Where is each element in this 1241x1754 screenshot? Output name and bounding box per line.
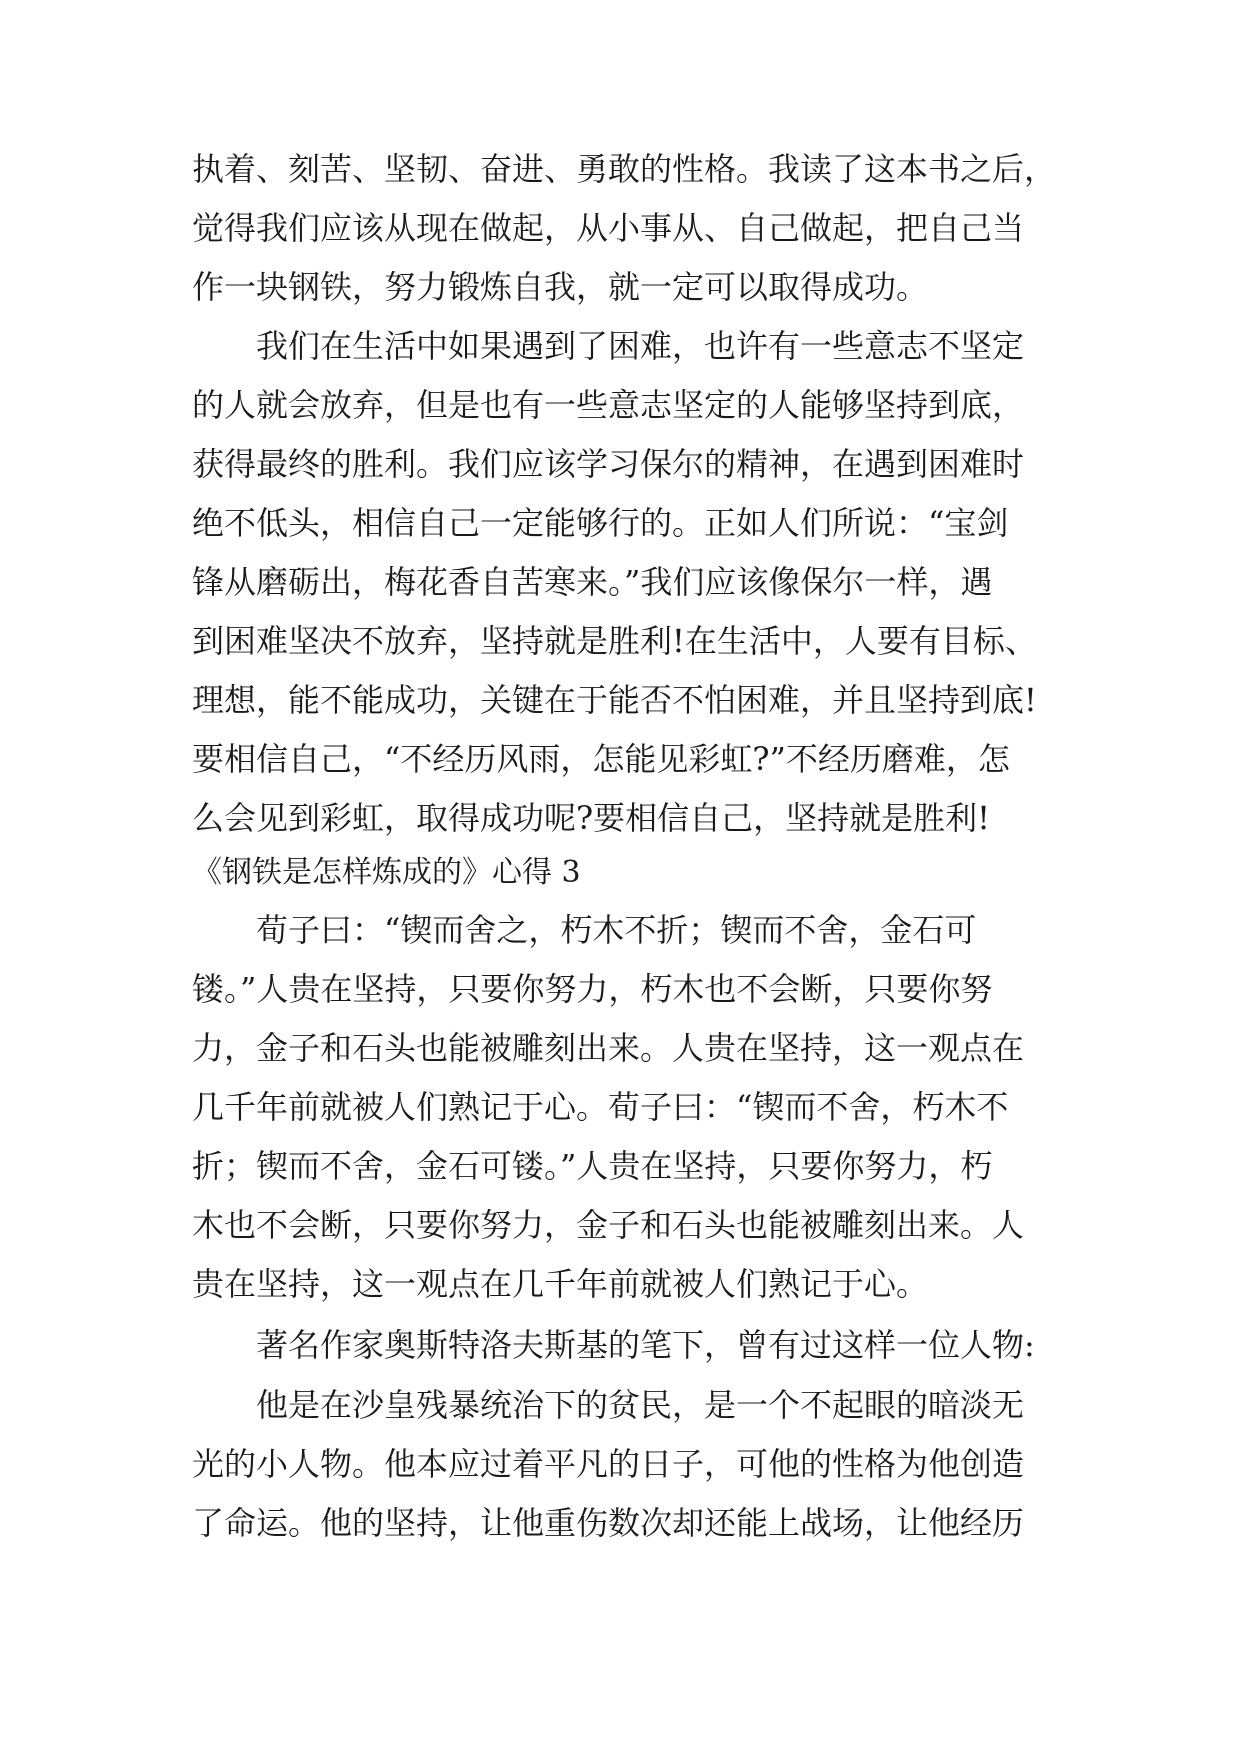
text-line: 木也不会断，只要你努力，金子和石头也能被雕刻出来。人 bbox=[192, 1206, 1025, 1244]
text-line: 作一块钢铁，努力锻炼自我，就一定可以取得成功。 bbox=[192, 268, 929, 306]
text-line: 觉得我们应该从现在做起，从小事从、自己做起，把自己当 bbox=[192, 209, 1025, 247]
text-line: 他是在沙皇残暴统治下的贫民，是一个不起眼的暗淡无 bbox=[192, 1386, 1025, 1424]
text-line: 到困难坚决不放弃，坚持就是胜利!在生活中，人要有目标、 bbox=[192, 622, 1037, 660]
section-heading: 《钢铁是怎样炼成的》心得 3 bbox=[192, 855, 581, 890]
text-line: 我们在生活中如果遇到了困难，也许有一些意志不坚定 bbox=[192, 327, 1025, 365]
text-line: 获得最终的胜利。我们应该学习保尔的精神，在遇到困难时 bbox=[192, 445, 1025, 483]
text-line: 荀子曰：“锲而舍之，朽木不折；锲而不舍，金石可 bbox=[192, 911, 977, 949]
text-line: 执着、刻苦、坚韧、奋进、勇敢的性格。我读了这本书之后， bbox=[192, 150, 1057, 188]
text-line: 绝不低头，相信自己一定能够行的。正如人们所说：“宝剑 bbox=[192, 504, 1009, 542]
text-line: 锋从磨砺出，梅花香自苦寒来。”我们应该像保尔一样，遇 bbox=[192, 563, 993, 601]
text-line: 么会见到彩虹，取得成功呢?要相信自己，坚持就是胜利! bbox=[192, 799, 991, 837]
text-line: 理想，能不能成功，关键在于能否不怕困难，并且坚持到底! bbox=[192, 681, 1037, 719]
text-line: 力，金子和石头也能被雕刻出来。人贵在坚持，这一观点在 bbox=[192, 1029, 1025, 1067]
text-line: 折；锲而不舍，金石可镂。”人贵在坚持，只要你努力，朽 bbox=[192, 1147, 993, 1185]
text-line: 镂。”人贵在坚持，只要你努力，朽木也不会断，只要你努 bbox=[192, 970, 993, 1008]
text-line: 了命运。他的坚持，让他重伤数次却还能上战场，让他经历 bbox=[192, 1504, 1025, 1542]
text-line: 几千年前就被人们熟记于心。荀子曰：“锲而不舍，朽木不 bbox=[192, 1088, 1009, 1126]
text-line: 著名作家奥斯特洛夫斯基的笔下，曾有过这样一位人物: bbox=[192, 1326, 1035, 1364]
text-line: 要相信自己，“不经历风雨，怎能见彩虹?”不经历磨难，怎 bbox=[192, 740, 1010, 778]
text-line: 的人就会放弃，但是也有一些意志坚定的人能够坚持到底， bbox=[192, 386, 1025, 424]
text-line: 光的小人物。他本应过着平凡的日子，可他的性格为他创造 bbox=[192, 1445, 1025, 1483]
text-line: 贵在坚持，这一观点在几千年前就被人们熟记于心。 bbox=[192, 1265, 929, 1303]
